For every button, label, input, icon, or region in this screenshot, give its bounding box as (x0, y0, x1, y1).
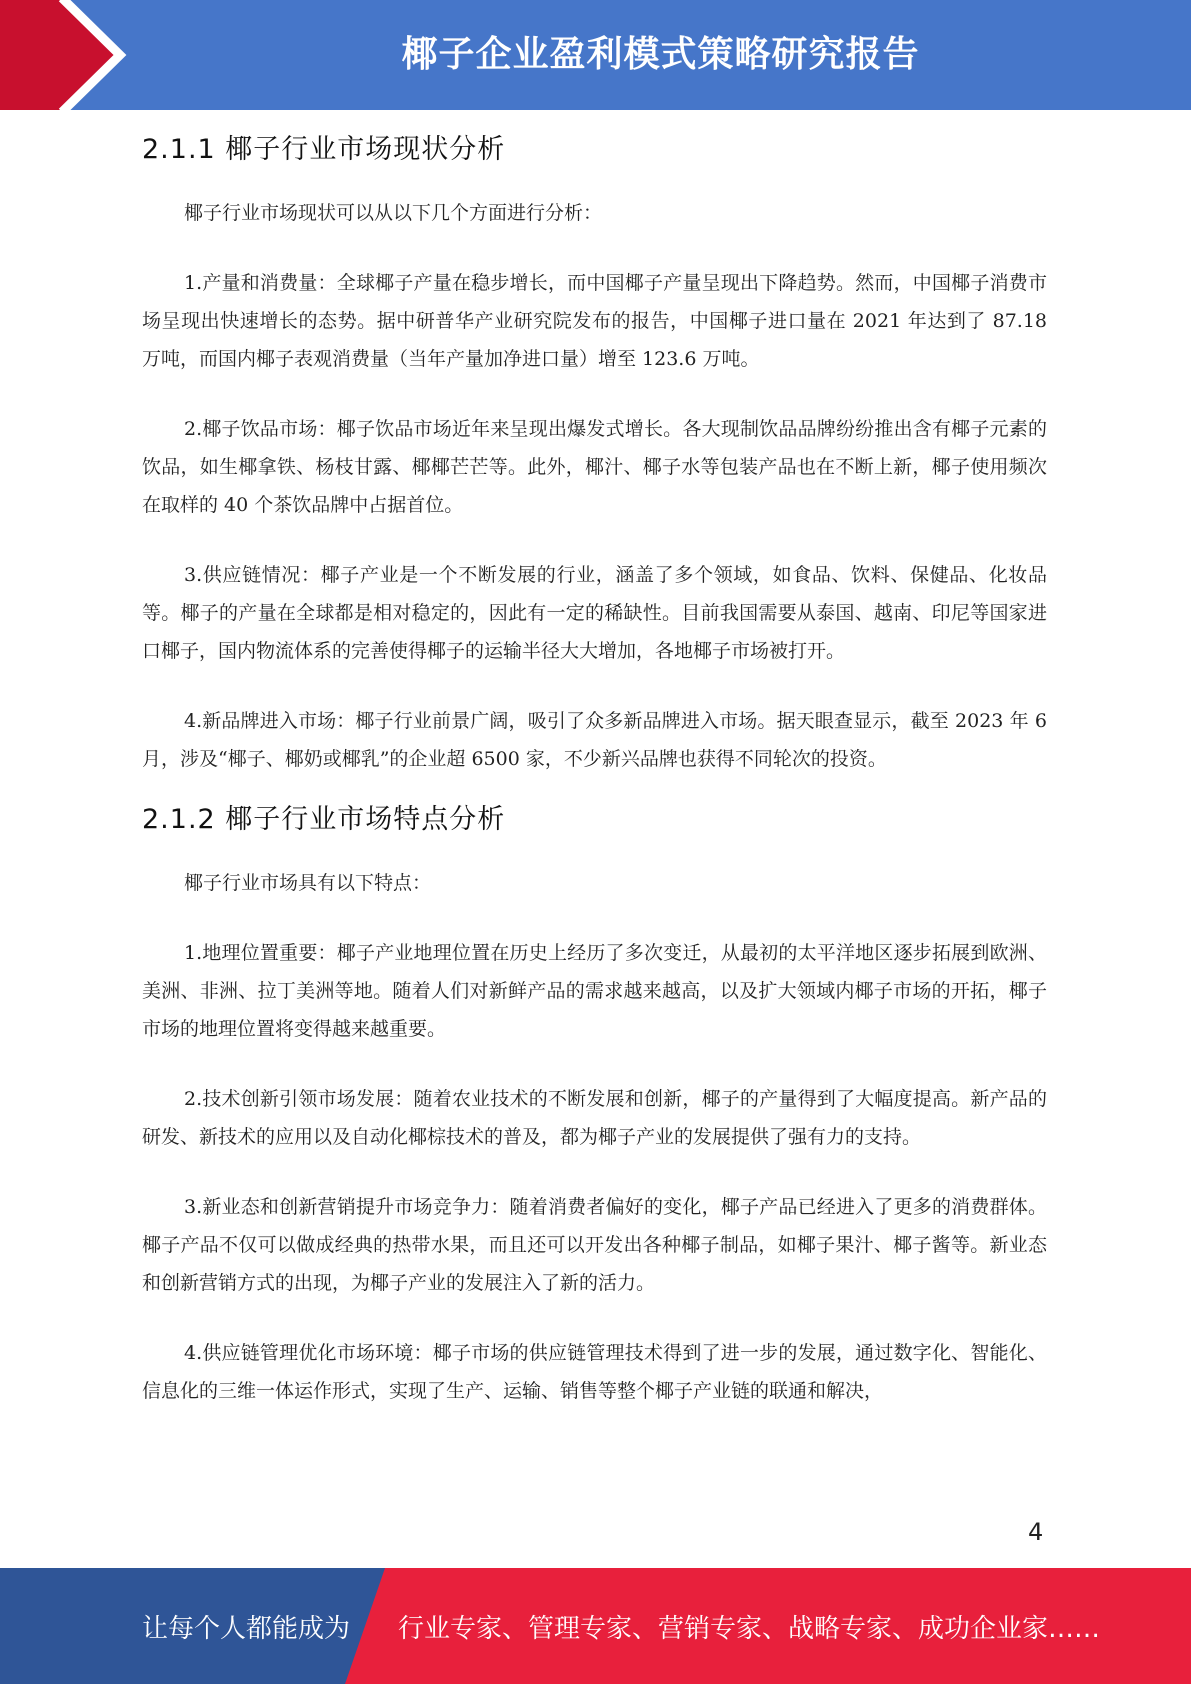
paragraph: 1.地理位置重要：椰子产业地理位置在历史上经历了多次变迁，从最初的太平洋地区逐步拓展到欧洲、美洲、非洲、拉丁美洲等地。随着人们对新鲜产品的需求越来越高，以及扩大领域内椰子市场的开拓，椰子市场的地理位置将变得越来越重要。 (142, 942, 1047, 1040)
section-title-2-1-2: 2.1.2 椰子行业市场特点分析 (142, 804, 506, 835)
paragraph: 3.供应链情况：椰子产业是一个不断发展的行业，涵盖了多个领域，如食品、饮料、保健品、化妆品等。椰子的产量在全球都是相对稳定的，因此有一定的稀缺性。目前我国需要从泰国、越南、印尼等国家进口椰子，国内物流体系的完善使得椰子的运输半径大大增加，各地椰子市场被打开。 (142, 564, 1047, 662)
paragraph: 2.椰子饮品市场：椰子饮品市场近年来呈现出爆发式增长。各大现制饮品品牌纷纷推出含有椰子元素的饮品，如生椰拿铁、杨枝甘露、椰椰芒芒等。此外，椰汁、椰子水等包装产品也在不断上新，椰子使用频次在取样的 40 个茶饮品牌中占据首位。 (142, 418, 1047, 516)
paragraph: 椰子行业市场具有以下特点： (184, 872, 432, 894)
paragraph: 4.供应链管理优化市场环境：椰子市场的供应链管理技术得到了进一步的发展，通过数字化、智能化、信息化的三维一体运作形式，实现了生产、运输、销售等整个椰子产业链的联通和解决， (142, 1342, 1047, 1402)
footer-slogan-right: 行业专家、管理专家、营销专家、战略专家、成功企业家…… (398, 1614, 1101, 1644)
paragraph: 4.新品牌进入市场：椰子行业前景广阔，吸引了众多新品牌进入市场。据天眼查显示，截至 2023 年 6 月，涉及“椰子、椰奶或椰乳”的企业超 6500 家，不少新兴品牌也获得不同轮次的投资。 (142, 710, 1047, 770)
report-title: 椰子企业盈利模式策略研究报告 (401, 34, 920, 75)
page-number: 4 (1028, 1518, 1044, 1546)
paragraph: 椰子行业市场现状可以从以下几个方面进行分析： (184, 202, 603, 224)
paragraph: 2.技术创新引领市场发展：随着农业技术的不断发展和创新，椰子的产量得到了大幅度提高。新产品的研发、新技术的应用以及自动化椰棕技术的普及，都为椰子产业的发展提供了强有力的支持。 (142, 1088, 1047, 1148)
footer-slogan-left: 让每个人都能成为 (142, 1614, 351, 1644)
paragraph: 3.新业态和创新营销提升市场竞争力：随着消费者偏好的变化，椰子产品已经进入了更多的消费群体。椰子产品不仅可以做成经典的热带水果，而且还可以开发出各种椰子制品，如椰子果汁、椰子酱等。新业态和创新营销方式的出现，为椰子产业的发展注入了新的活力。 (142, 1196, 1047, 1294)
page-header (0, 0, 1191, 110)
section-title-2-1-1: 2.1.1 椰子行业市场现状分析 (142, 134, 506, 165)
paragraph: 1.产量和消费量：全球椰子产量在稳步增长，而中国椰子产量呈现出下降趋势。然而，中国椰子消费市场呈现出快速增长的态势。据中研普华产业研究院发布的报告，中国椰子进口量在 2021 年达到了 87.18 万吨，而国内椰子表观消费量（当年产量加净进口量）增至 123.6 万吨。 (142, 272, 1047, 370)
page-content (142, 128, 1047, 1410)
page-footer (0, 1568, 1191, 1684)
